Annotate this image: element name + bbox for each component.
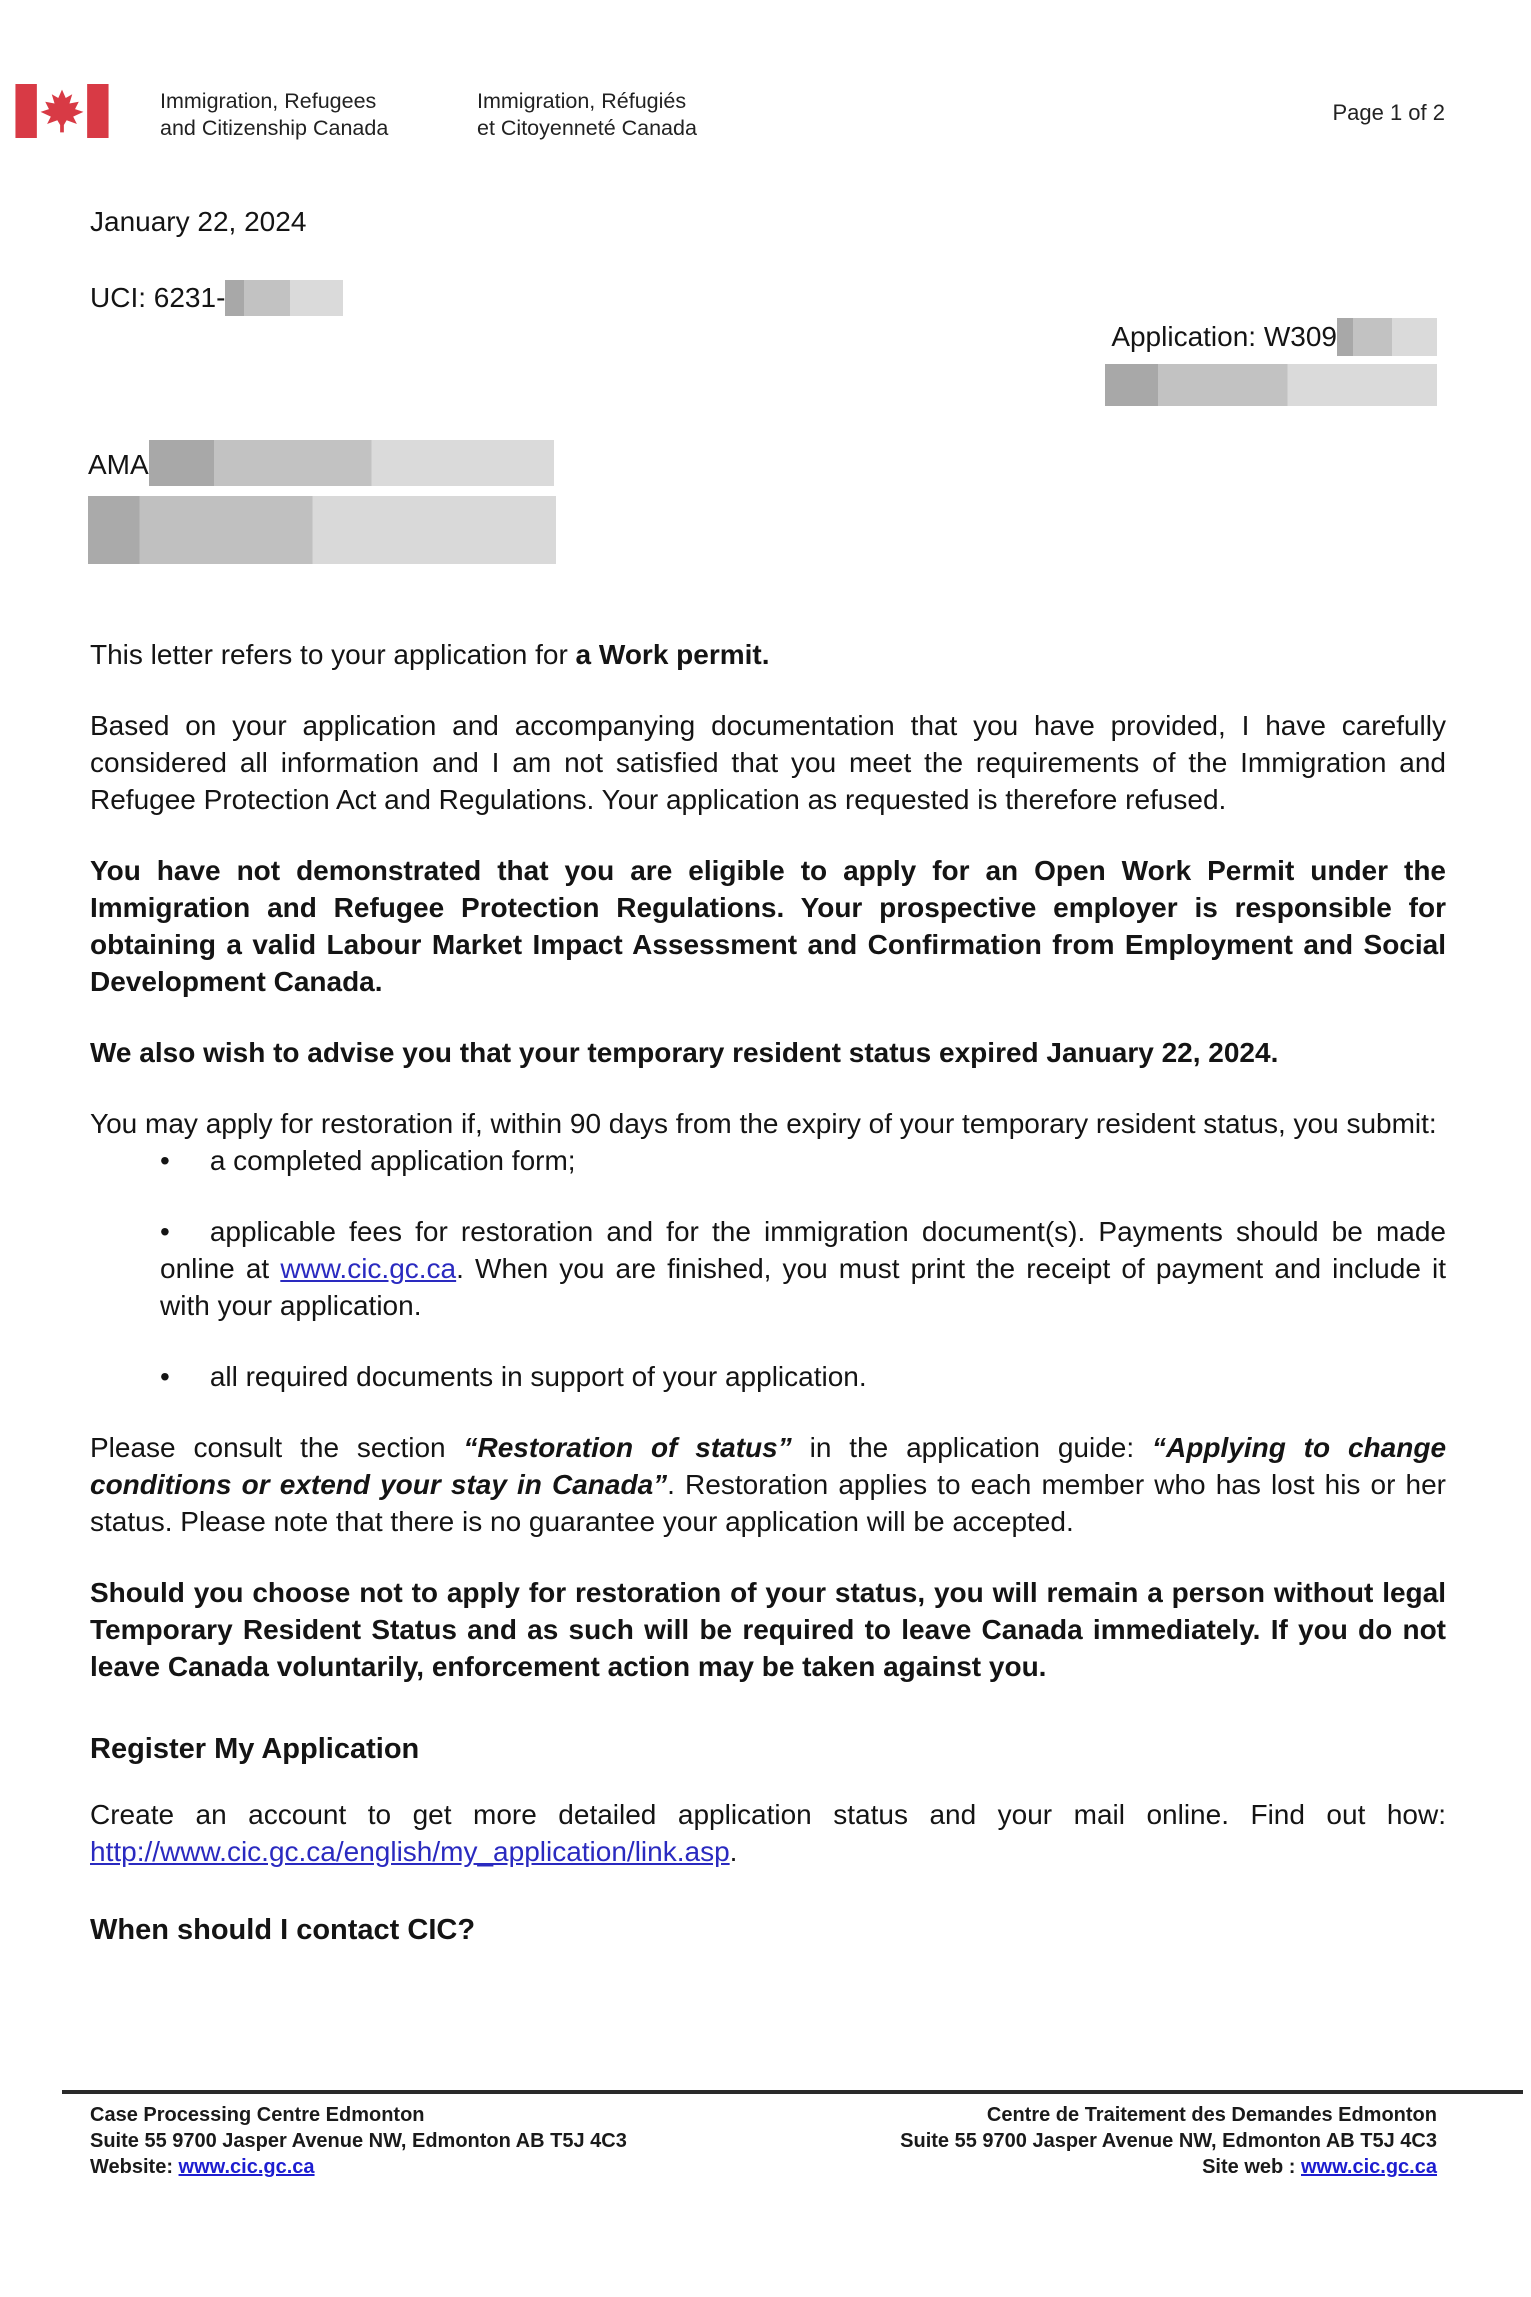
paragraph-refused: Based on your application and accompanying documentation that you have provided, I have carefully considered all information and I am not satisfied that you meet the requirements of the Immigration and Refugee Protection Act and Regulations. Your application as requested is therefore refused. <box>90 710 1446 815</box>
paragraph-restoration: You may apply for restoration if, within 90 days from the expiry of your temporary resident status, you submit: <box>90 1108 1437 1139</box>
footer-website-link-en[interactable]: www.cic.gc.ca <box>178 2156 315 2178</box>
list-item: • all required documents in support of your application. <box>160 1361 867 1392</box>
redacted-uci-number <box>225 280 343 316</box>
footer-address-french: Centre de Traitement des Demandes Edmonton Suite 55 9700 Jasper Avenue NW, Edmonton AB T5J 4C3 Site web : www.cic.gc.ca <box>900 2104 1437 2178</box>
paragraph-guide: Please consult the section “Restoration of status” in the application guide: “Applying to change conditions or extend your stay in Canada”. Restoration applies to each member who has lost his or her status. Please note that there is no guarantee your application will be accepted. <box>90 1432 1447 1537</box>
uci-line <box>90 280 343 316</box>
uci-label: UCI: 6231- <box>90 282 226 313</box>
paragraph-not-demonstrated: You have not demonstrated that you are eligible to apply for an Open Work Permit under the Immigration and Refugee Protection Regulations. Your prospective employer is responsible for obtaining a valid Labour Market Impact Assessment and Confirmation from Employment and Social Development Canada. <box>90 855 1446 997</box>
department-name-english: Immigration, Refugees and Citizenship Canada <box>160 89 389 140</box>
page-indicator: Page 1 of 2 <box>1332 100 1445 125</box>
paragraph-leave-canada: Should you choose not to apply for restoration of your status, you will remain a person without legal Temporary Resident Status and as such will be required to leave Canada immediately. If you do not leave Canada voluntarily, enforcement action may be taken against you. <box>90 1577 1446 1682</box>
footer-address-english: Case Processing Centre Edmonton Suite 55 9700 Jasper Avenue NW, Edmonton AB T5J 4C3 Website: www.cic.gc.ca <box>90 2104 627 2178</box>
recipient-block <box>88 440 556 564</box>
application-label: Application: W309 <box>1111 321 1337 352</box>
guide-title: “Applying to change conditions or extend your stay in Canada” <box>90 1432 1447 1500</box>
footer-website-link-fr[interactable]: www.cic.gc.ca <box>1301 2156 1437 2178</box>
bullet-icon: • <box>160 1216 170 1247</box>
footer-divider <box>62 2090 1523 2094</box>
redacted-recipient-name <box>149 440 554 486</box>
work-permit-bold: a Work permit. <box>575 639 770 670</box>
recipient-name-prefix: AMA <box>88 449 149 480</box>
bullet-icon: • <box>160 1361 170 1392</box>
register-heading: Register My Application <box>90 1733 420 1765</box>
application-line <box>1105 318 1437 406</box>
my-application-link[interactable]: http://www.cic.gc.ca/english/my_application/link.asp <box>90 1836 730 1867</box>
list-item: • a completed application form; <box>160 1145 576 1176</box>
letter-date: January 22, 2024 <box>90 206 307 237</box>
redacted-application-number <box>1337 318 1437 356</box>
restoration-requirements-list <box>90 1142 1446 1395</box>
cic-website-link[interactable]: www.cic.gc.ca <box>280 1253 457 1284</box>
redacted-recipient-address <box>88 496 556 564</box>
letter-body <box>90 636 1446 1949</box>
list-item: • applicable fees for restoration and for the immigration document(s). Payments should be made online at www.cic.gc.ca. When you are finished, you must print the receipt of payment and include it with your application. <box>160 1216 1446 1321</box>
paragraph-account: Create an account to get more detailed application status and your mail online. Find out how: http://www.cic.gc.ca/english/my_application/link.asp. <box>90 1799 1446 1867</box>
canada-flag-icon <box>15 84 109 138</box>
contact-cic-heading: When should I contact CIC? <box>90 1914 476 1946</box>
paragraph-refers: This letter refers to your application for a Work permit. <box>90 639 770 670</box>
guide-section-title: “Restoration of status” <box>463 1432 792 1463</box>
bullet-icon: • <box>160 1145 170 1176</box>
paragraph-status-expired: We also wish to advise you that your temporary resident status expired January 22, 2024. <box>90 1037 1279 1068</box>
redacted-application-number-2 <box>1105 364 1437 406</box>
department-name-french: Immigration, Réfugiés et Citoyenneté Canada <box>477 89 697 140</box>
